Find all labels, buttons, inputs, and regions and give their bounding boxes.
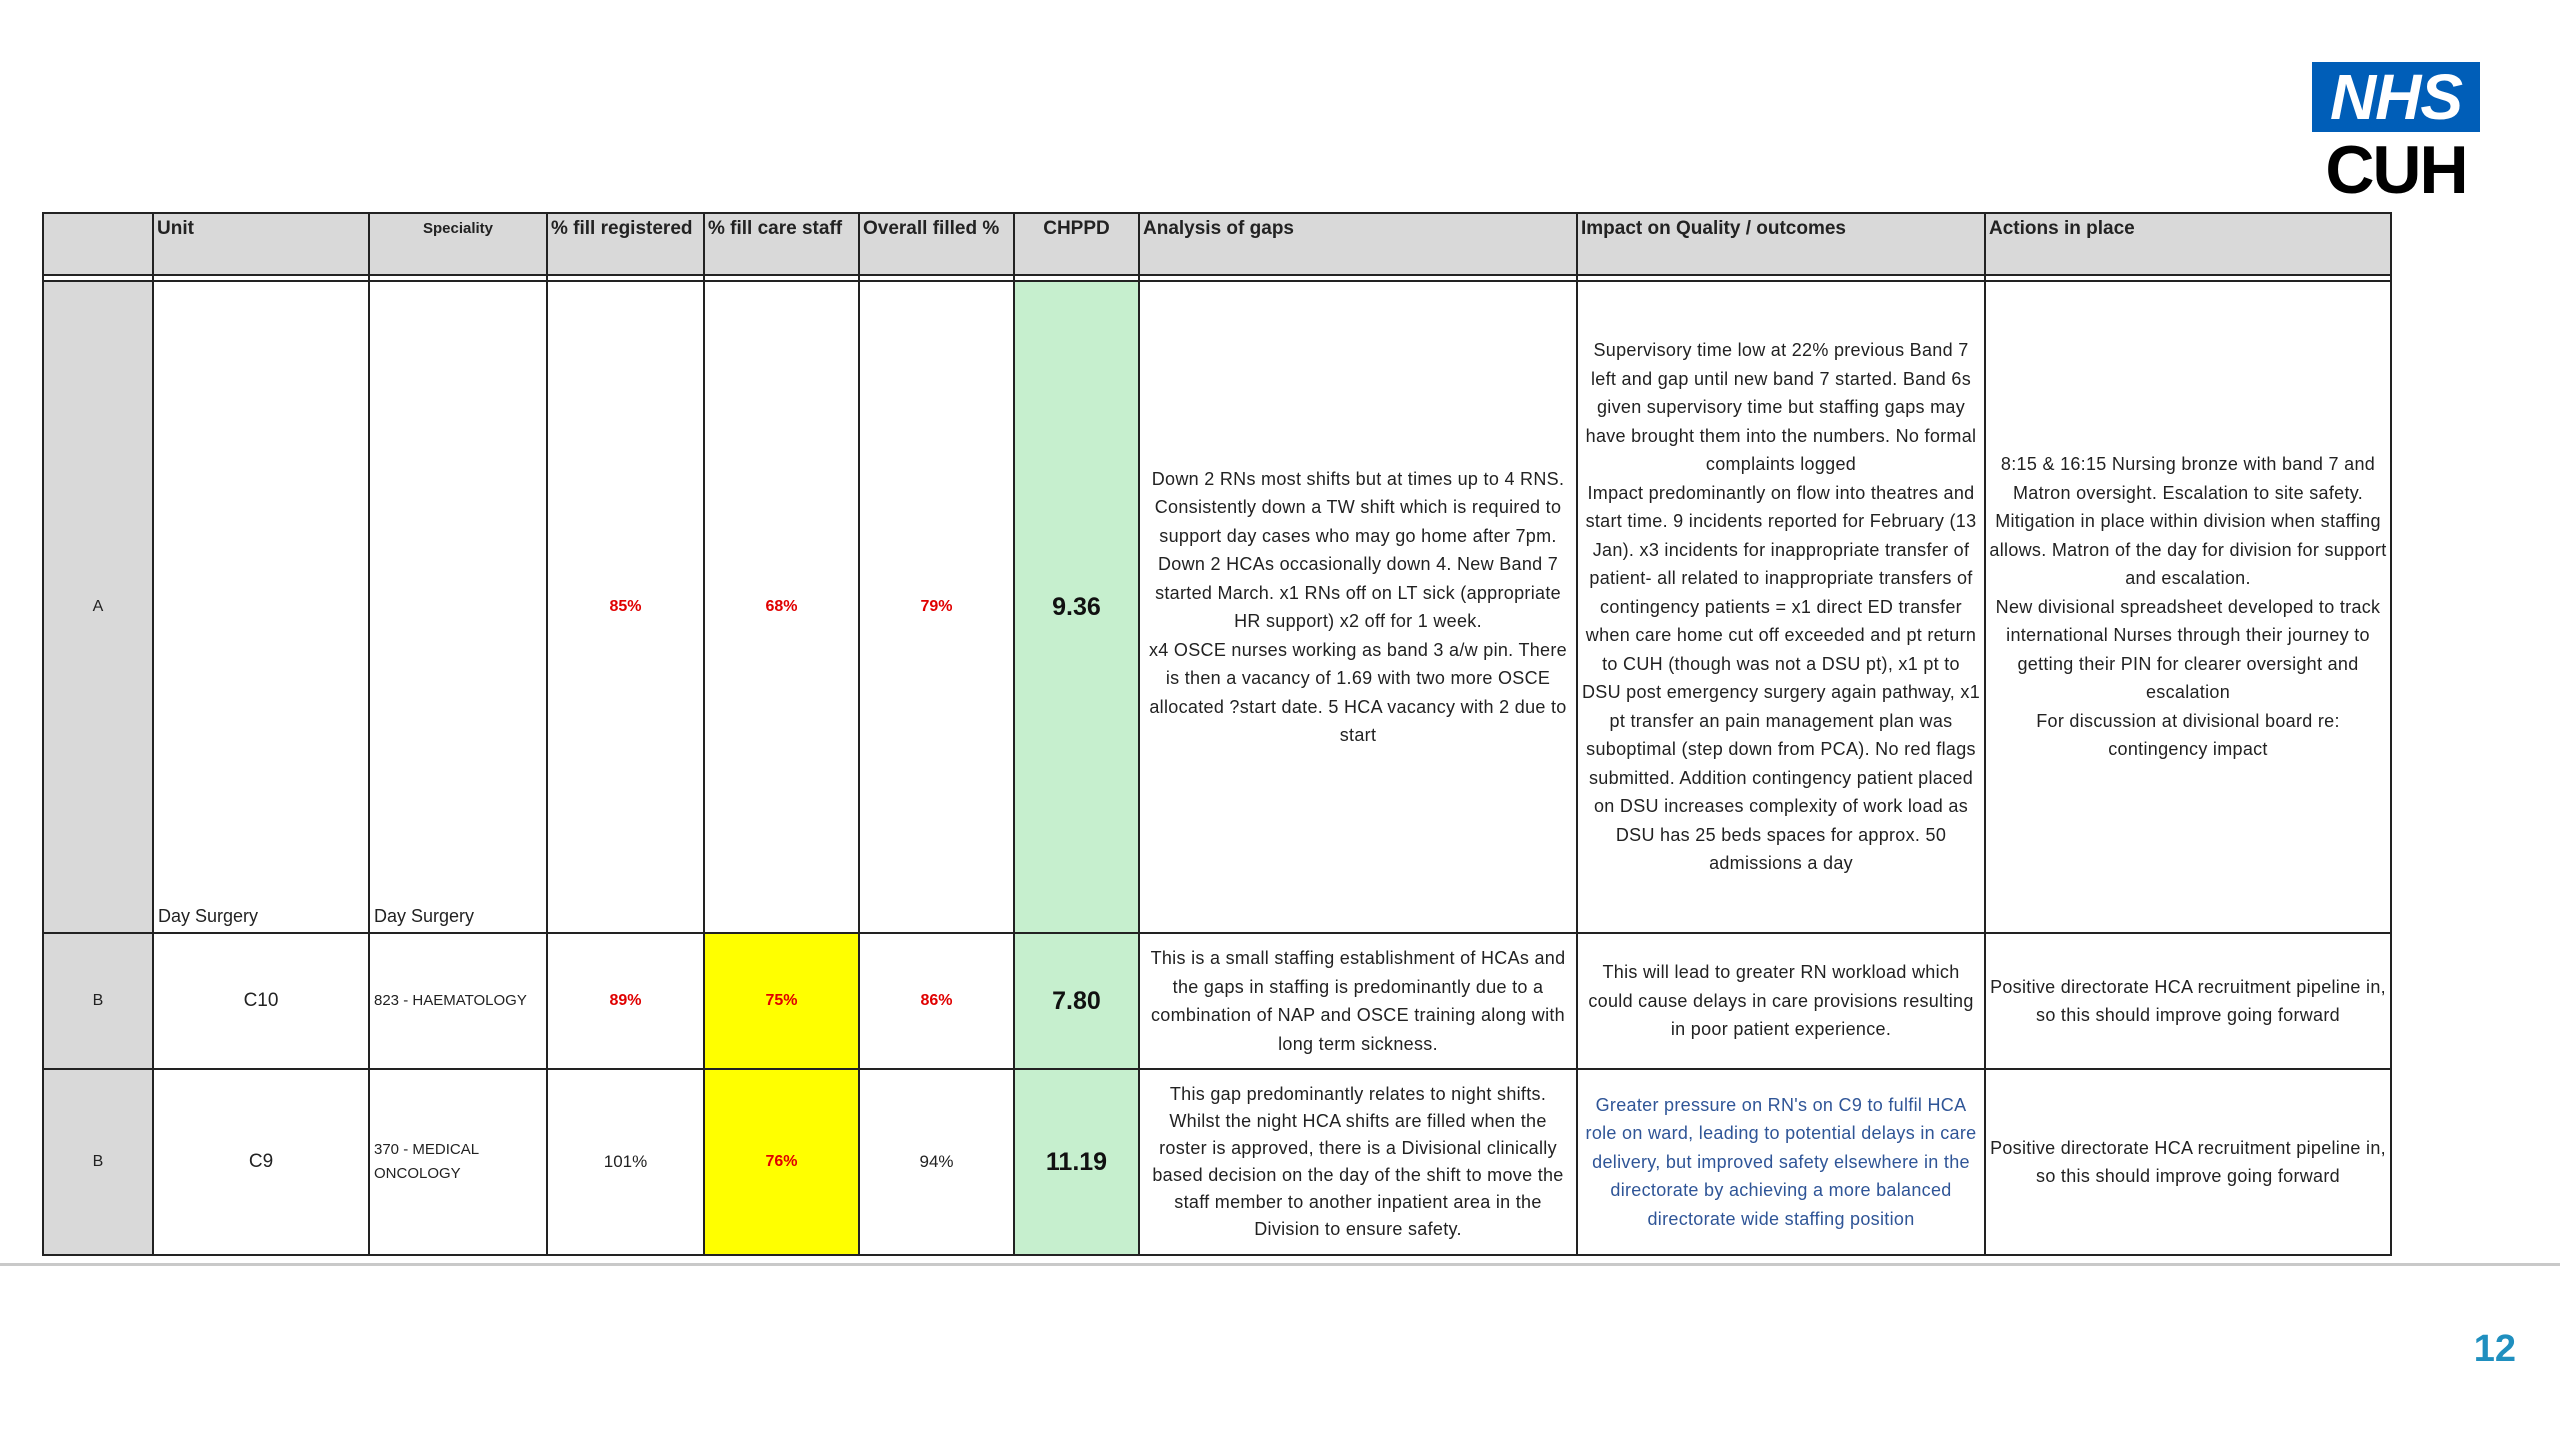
speciality-cell: 823 - HAEMATOLOGY xyxy=(369,933,547,1069)
speciality-cell: Day Surgery xyxy=(369,281,547,933)
overall-filled-cell: 94% xyxy=(859,1069,1014,1255)
footer-divider xyxy=(0,1263,2560,1266)
overall-filled-cell: 86% xyxy=(859,933,1014,1069)
overall-filled-cell: 79% xyxy=(859,281,1014,933)
fill-care-cell: 68% xyxy=(704,281,859,933)
actions-cell: 8:15 & 16:15 Nursing bronze with band 7 and Matron oversight. Escalation to site safety. Mitigation in place within division when staffing allows. Matron of the day for division for support and escalation. New divisional spreadsheet developed to track international Nurses through their journey to getting their PIN for clearer oversight and escalation For discussion at divisional board re: contingency impact xyxy=(1985,281,2391,933)
fill-registered-cell: 85% xyxy=(547,281,704,933)
division-cell: B xyxy=(43,933,153,1069)
header-chppd: CHPPD xyxy=(1014,213,1139,275)
table-row xyxy=(43,933,2391,1069)
analysis-cell: This gap predominantly relates to night shifts. Whilst the night HCA shifts are filled when the roster is approved, there is a Divisional clinically based decision on the day of the shift to move the staff member to another inpatient area in the Division to ensure safety. xyxy=(1139,1069,1577,1255)
actions-cell: Positive directorate HCA recruitment pipeline in, so this should improve going forward xyxy=(1985,1069,2391,1255)
unit-cell: Day Surgery xyxy=(153,281,369,933)
speciality-cell: 370 - MEDICAL ONCOLOGY xyxy=(369,1069,547,1255)
header-fill-registered: % fill registered xyxy=(547,213,704,275)
actions-cell: Positive directorate HCA recruitment pipeline in, so this should improve going forward xyxy=(1985,933,2391,1069)
fill-registered-cell: 101% xyxy=(547,1069,704,1255)
page-number: 12 xyxy=(2473,1328,2516,1370)
header-overall-filled: Overall filled % xyxy=(859,213,1014,275)
fill-care-cell: 75% xyxy=(704,933,859,1069)
header-unit: Unit xyxy=(153,213,369,275)
staffing-table xyxy=(42,212,2392,1256)
header-impact: Impact on Quality / outcomes xyxy=(1577,213,1985,275)
chppd-cell: 9.36 xyxy=(1014,281,1139,933)
division-cell: A xyxy=(43,281,153,933)
analysis-cell: This is a small staffing establishment of HCAs and the gaps in staffing is predominantly due to a combination of NAP and OSCE training along with long term sickness. xyxy=(1139,933,1577,1069)
chppd-cell: 7.80 xyxy=(1014,933,1139,1069)
impact-cell: Greater pressure on RN's on C9 to fulfil HCA role on ward, leading to potential delays in care delivery, but improved safety elsewhere in the directorate by achieving a more balanced directorate wide staffing position xyxy=(1577,1069,1985,1255)
header-speciality: Speciality xyxy=(369,213,547,275)
nhs-logo-mark: NHS xyxy=(2312,62,2480,132)
header-analysis: Analysis of gaps xyxy=(1139,213,1577,275)
header-actions: Actions in place xyxy=(1985,213,2391,275)
division-cell: B xyxy=(43,1069,153,1255)
unit-cell: C10 xyxy=(153,933,369,1069)
nhs-cuh-logo xyxy=(2312,62,2484,206)
analysis-cell: Down 2 RNs most shifts but at times up to 4 RNS. Consistently down a TW shift which is required to support day cases who may go home after 7pm. Down 2 HCAs occasionally down 4. New Band 7 started March. x1 RNs off on LT sick (appropriate HR support) x2 off for 1 week. x4 OSCE nurses working as band 3 a/w pin. There is then a vacancy of 1.69 with two more OSCE allocated ?start date. 5 HCA vacancy with 2 due to start xyxy=(1139,281,1577,933)
table-header-row xyxy=(43,213,2391,275)
unit-cell: C9 xyxy=(153,1069,369,1255)
fill-care-cell: 76% xyxy=(704,1069,859,1255)
chppd-cell: 11.19 xyxy=(1014,1069,1139,1255)
organisation-name: CUH xyxy=(2325,132,2467,208)
table-row xyxy=(43,281,2391,933)
header-fill-care-staff: % fill care staff xyxy=(704,213,859,275)
header-blank xyxy=(43,213,153,275)
table-row xyxy=(43,1069,2391,1255)
impact-cell: This will lead to greater RN workload which could cause delays in care provisions resulting in poor patient experience. xyxy=(1577,933,1985,1069)
impact-cell: Supervisory time low at 22% previous Band 7 left and gap until new band 7 started. Band 6s given supervisory time but staffing gaps may have brought them into the numbers. No formal complaints logged Impact predominantly on flow into theatres and start time. 9 incidents reported for February (13 Jan). x3 incidents for inappropriate transfer of patient- all related to inappropriate transfers of contingency patients = x1 direct ED transfer when care home cut off exceeded and pt return to CUH (though was not a DSU pt), x1 pt to DSU post emergency surgery again pathway, x1 pt transfer an pain management plan was suboptimal (step down from PCA). No red flags submitted. Addition contingency patient placed on DSU increases complexity of work load as DSU has 25 beds spaces for approx. 50 admissions a day xyxy=(1577,281,1985,933)
fill-registered-cell: 89% xyxy=(547,933,704,1069)
